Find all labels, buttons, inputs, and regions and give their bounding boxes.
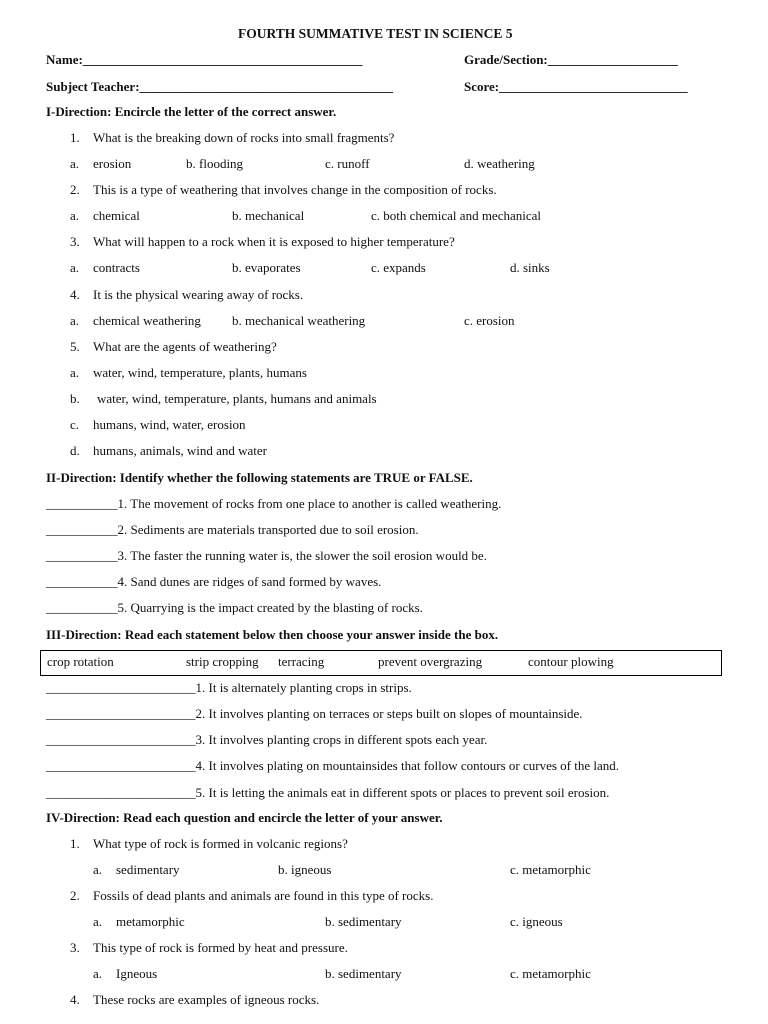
p4-q2-letter-a: a. <box>93 914 103 929</box>
q5-letter-a: a. <box>70 365 80 380</box>
q1-text: What is the breaking down of rocks into small fragments? <box>93 130 395 145</box>
q5-text: What are the agents of weathering? <box>93 339 277 354</box>
q3-number: 3. <box>70 234 80 249</box>
p4-q1-option-b: b. igneous <box>278 862 332 877</box>
p4-q1-option-c: c. metamorphic <box>510 862 591 877</box>
choice-crop-rotation: crop rotation <box>47 654 114 669</box>
choice-terracing: terracing <box>278 654 325 669</box>
tf-item-4: ___________4. Sand dunes are ridges of sand formed by waves. <box>46 574 382 589</box>
p4-q1-option-a: sedimentary <box>116 862 180 877</box>
q5-letter-c: c. <box>70 417 80 432</box>
q3-option-c: c. expands <box>371 260 426 275</box>
q1-option-c: c. runoff <box>325 156 370 171</box>
q2-letter-a: a. <box>70 208 80 223</box>
p4-q2-text: Fossils of dead plants and animals are found in this type of rocks. <box>93 888 434 903</box>
q4-text: It is the physical wearing away of rocks. <box>93 287 304 302</box>
choice-prevent-overgrazing: prevent overgrazing <box>378 654 483 669</box>
q4-option-c: c. erosion <box>464 313 515 328</box>
q1-letter-a: a. <box>70 156 80 171</box>
q3-option-d: d. sinks <box>510 260 550 275</box>
q4-option-a: chemical weathering <box>93 313 201 328</box>
p4-q3-letter-a: a. <box>93 966 103 981</box>
q4-number: 4. <box>70 287 80 302</box>
q2-text: This is a type of weathering that involves change in the composition of rocks. <box>93 182 497 197</box>
name-field: Name:___________________________________________ <box>46 52 363 67</box>
p4-q1-number: 1. <box>70 836 80 851</box>
score-field: Score:_____________________________ <box>464 79 688 94</box>
q5-option-b: water, wind, temperature, plants, humans and animals <box>97 391 377 406</box>
q2-option-c: c. both chemical and mechanical <box>371 208 542 223</box>
q4-option-b: b. mechanical weathering <box>232 313 366 328</box>
q2-number: 2. <box>70 182 80 197</box>
p4-q2-option-c: c. igneous <box>510 914 563 929</box>
q2-option-a: chemical <box>93 208 140 223</box>
p4-q2-option-a: metamorphic <box>116 914 185 929</box>
part2-direction: II-Direction: Identify whether the following statements are TRUE or FALSE. <box>46 470 473 485</box>
p4-q1-text: What type of rock is formed in volcanic regions? <box>93 836 348 851</box>
match-item-3: _______________________3. It involves planting crops in different spots each year. <box>46 732 488 747</box>
q1-option-d: d. weathering <box>464 156 535 171</box>
q3-option-a: contracts <box>93 260 140 275</box>
p4-q3-option-c: c. metamorphic <box>510 966 591 981</box>
q5-option-a: water, wind, temperature, plants, humans <box>93 365 307 380</box>
match-item-1: _______________________1. It is alternately planting crops in strips. <box>46 680 412 695</box>
p4-q3-option-b: b. sedimentary <box>325 966 402 981</box>
q5-option-c: humans, wind, water, erosion <box>93 417 246 432</box>
tf-item-5: ___________5. Quarrying is the impact created by the blasting of rocks. <box>46 600 423 615</box>
match-item-5: _______________________5. It is letting the animals eat in different spots or places to prevent soil erosion. <box>46 785 610 800</box>
subject-teacher-field: Subject Teacher:_______________________________________ <box>46 79 394 94</box>
q5-letter-d: d. <box>70 443 80 458</box>
page-title: FOURTH SUMMATIVE TEST IN SCIENCE 5 <box>238 26 513 41</box>
q1-option-b: b. flooding <box>186 156 244 171</box>
p4-q2-number: 2. <box>70 888 80 903</box>
tf-item-2: ___________2. Sediments are materials transported due to soil erosion. <box>46 522 419 537</box>
q2-option-b: b. mechanical <box>232 208 305 223</box>
p4-q3-text: This type of rock is formed by heat and pressure. <box>93 940 348 955</box>
answer-choices-box <box>40 650 722 676</box>
p4-q1-letter-a: a. <box>93 862 103 877</box>
q3-text: What will happen to a rock when it is exposed to higher temperature? <box>93 234 455 249</box>
q3-letter-a: a. <box>70 260 80 275</box>
q5-number: 5. <box>70 339 80 354</box>
match-item-2: _______________________2. It involves planting on terraces or steps built on slopes of mountainside. <box>46 706 583 721</box>
p4-q2-option-b: b. sedimentary <box>325 914 402 929</box>
q3-option-b: b. evaporates <box>232 260 301 275</box>
p4-q4-number: 4. <box>70 992 80 1007</box>
q4-letter-a: a. <box>70 313 80 328</box>
match-item-4: _______________________4. It involves plating on mountainsides that follow contours or curves of the land. <box>46 758 620 773</box>
p4-q3-option-a: Igneous <box>116 966 158 981</box>
tf-item-1: ___________1. The movement of rocks from one place to another is called weathering. <box>46 496 502 511</box>
choice-contour-plowing: contour plowing <box>528 654 614 669</box>
q1-number: 1. <box>70 130 80 145</box>
q5-option-d: humans, animals, wind and water <box>93 443 268 458</box>
tf-item-3: ___________3. The faster the running water is, the slower the soil erosion would be. <box>46 548 487 563</box>
p4-q3-number: 3. <box>70 940 80 955</box>
q1-option-a: erosion <box>93 156 132 171</box>
q5-letter-b: b. <box>70 391 80 406</box>
grade-section-field: Grade/Section:____________________ <box>464 52 678 67</box>
p4-q4-text: These rocks are examples of igneous rocks. <box>93 992 320 1007</box>
part3-direction: III-Direction: Read each statement below then choose your answer inside the box. <box>46 627 499 642</box>
choice-strip-cropping: strip cropping <box>186 654 259 669</box>
part4-direction: IV-Direction: Read each question and encircle the letter of your answer. <box>46 810 443 825</box>
part1-direction: I-Direction: Encircle the letter of the correct answer. <box>46 104 337 119</box>
